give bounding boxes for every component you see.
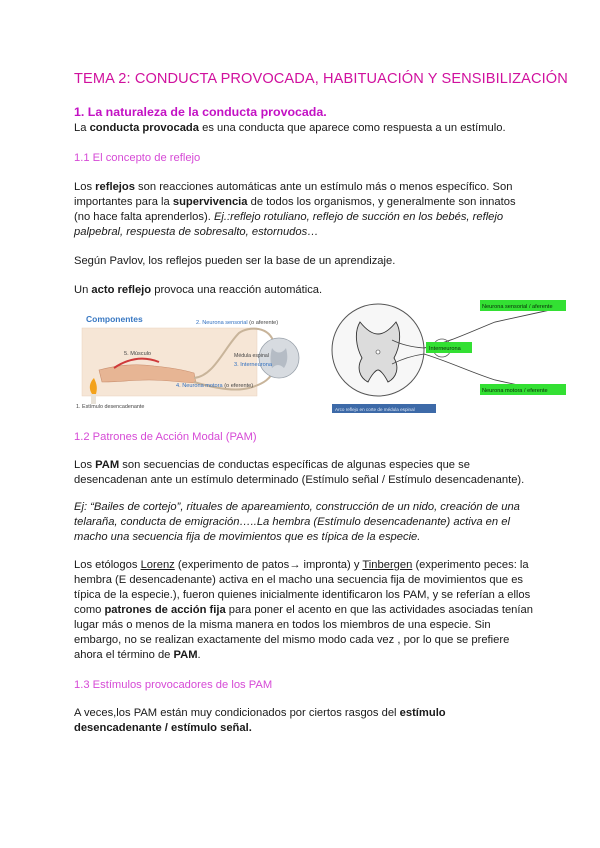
section-1-2-heading: 1.2 Patrones de Acción Modal (PAM) xyxy=(74,431,257,443)
reflex-components-figure xyxy=(74,308,324,413)
label-estimulo: 1. Estímulo desencadenante xyxy=(76,404,145,410)
reflejos-paragraph: Los reflejos son reacciones automáticas ante un estímulo más o menos específico. Son importantes para la supervivencia de todos los organismos, y generalmente son innatos (no hace falta aprenderlos). Ej.:reflejo rotuliano, reflejo de succión en los bebés, reflejo palpebral, respuesta de sobresalto, estornudos… xyxy=(74,181,516,238)
label-inter-right: Interneurona xyxy=(429,346,461,352)
acto-reflejo-paragraph: Un acto reflejo provoca una reacción automática. xyxy=(74,284,323,296)
etologos-paragraph: Los etólogos Lorenz (experimento de patos→ impronta) y Tinbergen (experimento peces: la hembra (E desencadenante) activa en el macho una secuencia fija de movimientos que es típica de la especie.), fueron quienes inicialmente identificaron los PAM, y se referían a ellos como patrones de acción fija para poner el acento en que las actividades asociadas tenían lugar más o menos de la misma manera en todos los miembros de una especie. Sin embargo, no se realizan exactamente del mismo modo cada vez , por lo que se prefiere ahora el término de PAM. xyxy=(74,559,533,661)
reflex-arc-figure xyxy=(330,292,570,414)
estimulos-paragraph: A veces,los PAM están muy condicionados por ciertos rasgos del estímulo desencadenante / estímulo señal. xyxy=(74,707,446,734)
label-musculo: 5. Músculo xyxy=(124,351,152,357)
section-1-1-heading: 1.1 El concepto de reflejo xyxy=(74,152,201,164)
pam-example-paragraph: Ej: “Bailes de cortejo”, rituales de apareamiento, construcción de un nido, creación de una telaraña, conducta de emigración…..La hembra (Estímulo desencadenante) activa en el macho una secuencia fija de movimientos que es típica de la especie. xyxy=(74,501,520,543)
page-title: TEMA 2: CONDUCTA PROVOCADA, HABITUACIÓN Y SENSIBILIZACIÓN xyxy=(74,71,568,87)
label-motor: 4. Neurona motora (o eferente) xyxy=(176,383,254,389)
figure-caption: Arco reflejo en corte de médula espinal xyxy=(335,407,415,412)
pam-definition-paragraph: Los PAM son secuencias de conductas específicas de algunas especies que se desencadenan ante un estímulo determinado (Estímulo señal / Estímulo desencadenante). xyxy=(74,459,525,486)
pavlov-paragraph: Según Pavlov, los reflejos pueden ser la base de un aprendizaje. xyxy=(74,255,396,267)
section-1-3-heading: 1.3 Estímulos provocadores de los PAM xyxy=(74,679,273,691)
section-1-paragraph: La conducta provocada es una conducta que aparece como respuesta a un estímulo. xyxy=(74,122,506,134)
label-interneurona: 3. Interneurona xyxy=(234,362,272,368)
figure-left-title: Componentes xyxy=(86,314,143,324)
label-medula: Médula espinal xyxy=(234,353,269,359)
label-motor-right: Neurona motora / eferente xyxy=(482,388,548,394)
label-sensory-right: Neurona sensorial / aferente xyxy=(482,304,553,310)
label-sensory: 2. Neurona sensorial (o aferente) xyxy=(196,320,279,326)
section-1-heading: 1. La naturaleza de la conducta provocada. xyxy=(74,105,327,119)
